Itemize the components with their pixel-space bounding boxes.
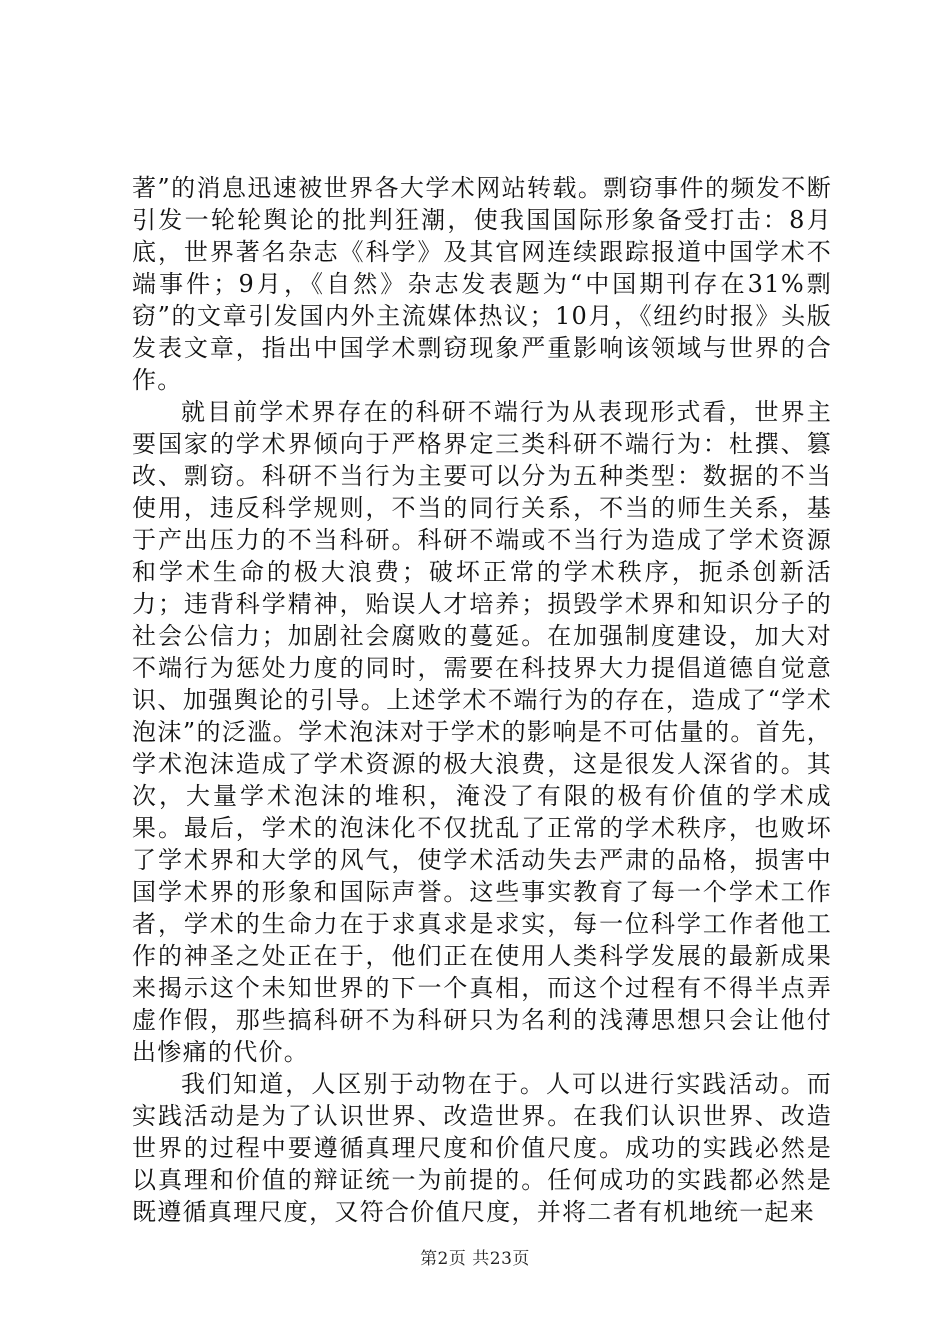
paragraph-3: 我们知道，人区别于动物在于。人可以进行实践活动。而实践活动是为了认识世界、改造世界。在我们认识世界、改造世界的过程中要遵循真理尺度和价值尺度。成功的实践必然是以真理和价值的辩证统一为前提的。任何成功的实践都必然是既遵循真理尺度，又符合价值尺度，并将二者有机地统一起来 bbox=[132, 1070, 832, 1226]
page-number-footer: 第2页 共23页 bbox=[420, 1249, 530, 1269]
paragraph-2: 就目前学术界存在的科研不端行为从表现形式看，世界主要国家的学术界倾向于严格界定三类科研不端行为：杜撰、篡改、剽窃。科研不当行为主要可以分为五种类型：数据的不当使用，违反科学规则，不当的同行关系，不当的师生关系，基于产出压力的不当科研。科研不端或不当行为造成了学术资源和学术生命的极大浪费；破坏正常的学术秩序，扼杀创新活力；违背科学精神，贻误人才培养；损毁学术界和知识分子的社会公信力；加剧社会腐败的蔓延。在加强制度建设，加大对不端行为惩处力度的同时，需要在科技界大力提倡道德自觉意识、加强舆论的引导。上述学术不端行为的存在，造成了“学术泡沫”的泛滥。学术泡沫对于学术的影响是不可估量的。首先，学术泡沫造成了学术资源的极大浪费，这是很发人深省的。其次，大量学术泡沫的堆积，淹没了有限的极有价值的学术成果。最后，学术的泡沫化不仅扰乱了正常的学术秩序，也败坏了学术界和大学的风气，使学术活动失去严肃的品格，损害中国学术界的形象和国际声誉。这些事实教育了每一个学术工作者，学术的生命力在于求真求是求实，每一位科学工作者他工作的神圣之处正在于，他们正在使用人类科学发展的最新成果来揭示这个未知世界的下一个真相，而这个过程有不得半点弄虚作假，那些搞科研不为科研只为名利的浅薄思想只会让他付出惨痛的代价。 bbox=[132, 398, 832, 1066]
document-body bbox=[132, 172, 832, 1228]
paragraph-1: 著”的消息迅速被世界各大学术网站转载。剽窃事件的频发不断引发一轮轮舆论的批判狂潮，使我国国际形象备受打击：8月底，世界著名杂志《科学》及其官网连续跟踪报道中国学术不端事件；9月，《自然》杂志发表题为“中国期刊存在31%剽窃”的文章引发国内外主流媒体热议；10月，《纽约时报》头版发表文章，指出中国学术剽窃现象严重影响该领域与世界的合作。 bbox=[132, 174, 832, 394]
